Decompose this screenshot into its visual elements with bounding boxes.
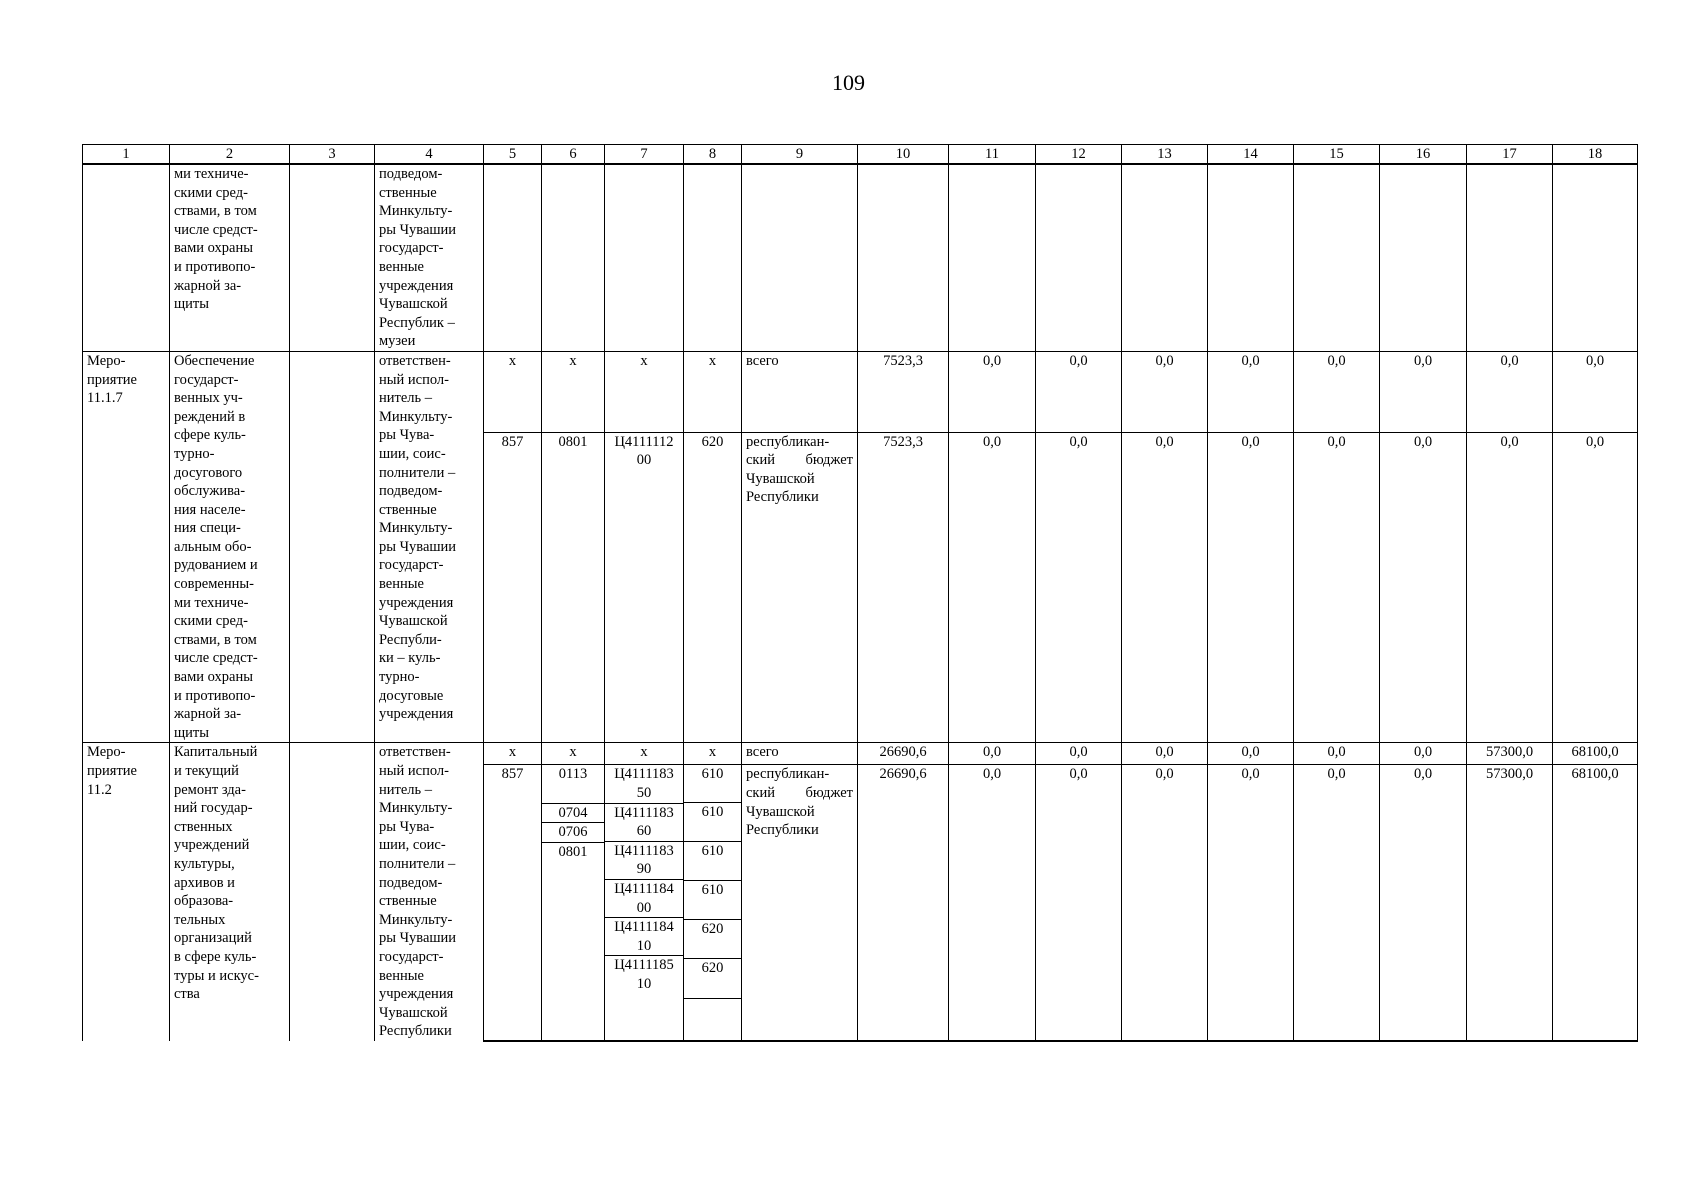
- col-header: 14: [1208, 145, 1294, 165]
- cell-col9: всего: [742, 743, 858, 765]
- cell-col1: Меро- приятие 11.1.7: [83, 351, 170, 742]
- col-header: 7: [605, 145, 684, 165]
- cell-col1: Меро- приятие 11.2: [83, 743, 170, 1041]
- cell-col13: 0,0: [1122, 351, 1208, 432]
- col-header: 15: [1294, 145, 1380, 165]
- cell-col8: х: [684, 743, 742, 765]
- cell-col4: ответствен- ный испол- нитель – Минкульту- ры Чува- шии, соис- полнители – подведом- ственные Минкульту- ры Чувашии государст- венные учреждения Чувашской Республи- ки – куль- турно- досуговые учреждения: [375, 351, 484, 742]
- cell-col6: 0801: [542, 432, 605, 743]
- cell-col14: 0,0: [1208, 743, 1294, 765]
- cell-col12: 0,0: [1036, 351, 1122, 432]
- cell-col6: х: [542, 743, 605, 765]
- cell-col8: х: [684, 351, 742, 432]
- cell-col3: [290, 351, 375, 742]
- cell-col7: х: [605, 351, 684, 432]
- cell-col11: 0,0: [949, 743, 1036, 765]
- cell-col5: 857: [484, 765, 542, 1041]
- col-header: 10: [858, 145, 949, 165]
- col-header: 12: [1036, 145, 1122, 165]
- cell-col15: 0,0: [1294, 743, 1380, 765]
- cell-col7: Ц4111183 50 Ц4111183 60 Ц4111183 90 Ц4111184 00 Ц4111184 10 Ц4111185 10: [605, 765, 684, 1041]
- cell-col14: 0,0: [1208, 351, 1294, 432]
- col-header: 5: [484, 145, 542, 165]
- cell-col17: 57300,0: [1467, 743, 1553, 765]
- cell-col7: Ц4111112 00: [605, 432, 684, 743]
- cell-col14: 0,0: [1208, 432, 1294, 743]
- cell-col13: 0,0: [1122, 743, 1208, 765]
- cell-col17: 57300,0: [1467, 765, 1553, 1041]
- col-header: 6: [542, 145, 605, 165]
- col-header: 13: [1122, 145, 1208, 165]
- cell-col11: 0,0: [949, 765, 1036, 1041]
- cell-col3: [290, 164, 375, 351]
- cell-col8: 610 610 610 610 620 620: [684, 765, 742, 1041]
- cell-col7: х: [605, 743, 684, 765]
- table-row: [83, 351, 1638, 432]
- cell-col18: 68100,0: [1553, 743, 1638, 765]
- cell-col3: [290, 743, 375, 1041]
- table-row: [83, 743, 1638, 765]
- header-row: [83, 145, 1638, 165]
- cell-col16: 0,0: [1380, 743, 1467, 765]
- cell-col18: 0,0: [1553, 432, 1638, 743]
- cell-col2: ми техниче- скими сред- ствами, в том числе средст- вами охраны и противопо- жарной за- щиты: [170, 164, 290, 351]
- cell-col2: Обеспечение государст- венных уч- реждений в сфере куль- турно- досугового обслужива- ния населе- ния специ- альным обо- рудованием и современны- ми техниче- скими сред- ствами, в том числе средст- вами охраны и противопо- жарной за- щиты: [170, 351, 290, 742]
- page-number: 109: [832, 70, 865, 95]
- col-header: 4: [375, 145, 484, 165]
- cell-col11: 0,0: [949, 351, 1036, 432]
- cell-col16: 0,0: [1380, 432, 1467, 743]
- cell-col12: 0,0: [1036, 432, 1122, 743]
- cell-col4: подведом- ственные Минкульту- ры Чувашии государст- венные учреждения Чувашской Республик – музеи: [375, 164, 484, 351]
- col-header: 2: [170, 145, 290, 165]
- cell-col6: 0113 0704 0706 0801: [542, 765, 605, 1041]
- cell-col9: республикан-ский бюджет Чувашской Республики: [742, 432, 858, 743]
- cell-col9: всего: [742, 351, 858, 432]
- table-row: [83, 164, 1638, 351]
- cell-col5: 857: [484, 432, 542, 743]
- col-header: 8: [684, 145, 742, 165]
- cell-col10: 7523,3: [858, 351, 949, 432]
- cell-col11: 0,0: [949, 432, 1036, 743]
- cell-col6: х: [542, 351, 605, 432]
- cell-col15: 0,0: [1294, 351, 1380, 432]
- cell-col5: х: [484, 351, 542, 432]
- cell-col18: 68100,0: [1553, 765, 1638, 1041]
- cell-col15: 0,0: [1294, 765, 1380, 1041]
- col-header: 1: [83, 145, 170, 165]
- cell-col17: 0,0: [1467, 432, 1553, 743]
- col-header: 11: [949, 145, 1036, 165]
- cell-col17: 0,0: [1467, 351, 1553, 432]
- cell-col10: 26690,6: [858, 765, 949, 1041]
- cell-col10: 7523,3: [858, 432, 949, 743]
- cell-col4: ответствен- ный испол- нитель – Минкульту- ры Чува- шии, соис- полнители – подведом- ственные Минкульту- ры Чувашии государст- венные учреждения Чувашской Республики: [375, 743, 484, 1041]
- cell-col12: 0,0: [1036, 743, 1122, 765]
- cell-col12: 0,0: [1036, 765, 1122, 1041]
- cell-col13: 0,0: [1122, 432, 1208, 743]
- col-header: 3: [290, 145, 375, 165]
- col-header: 17: [1467, 145, 1553, 165]
- cell-col16: 0,0: [1380, 765, 1467, 1041]
- cell-col10: 26690,6: [858, 743, 949, 765]
- cell-col8: 620: [684, 432, 742, 743]
- col-header: 18: [1553, 145, 1638, 165]
- cell-col2: Капитальный и текущий ремонт зда- ний государ- ственных учреждений культуры, архивов и образова- тельных организаций в сфере куль- туры и искус- ства: [170, 743, 290, 1041]
- cell-col15: 0,0: [1294, 432, 1380, 743]
- col-header: 9: [742, 145, 858, 165]
- cell-col9: республикан-ский бюджет Чувашской Республики: [742, 765, 858, 1041]
- cell-col18: 0,0: [1553, 351, 1638, 432]
- budget-table: [82, 144, 1638, 1042]
- cell-col5: х: [484, 743, 542, 765]
- cell-col1: [83, 164, 170, 351]
- cell-col14: 0,0: [1208, 765, 1294, 1041]
- col-header: 16: [1380, 145, 1467, 165]
- cell-col13: 0,0: [1122, 765, 1208, 1041]
- cell-col16: 0,0: [1380, 351, 1467, 432]
